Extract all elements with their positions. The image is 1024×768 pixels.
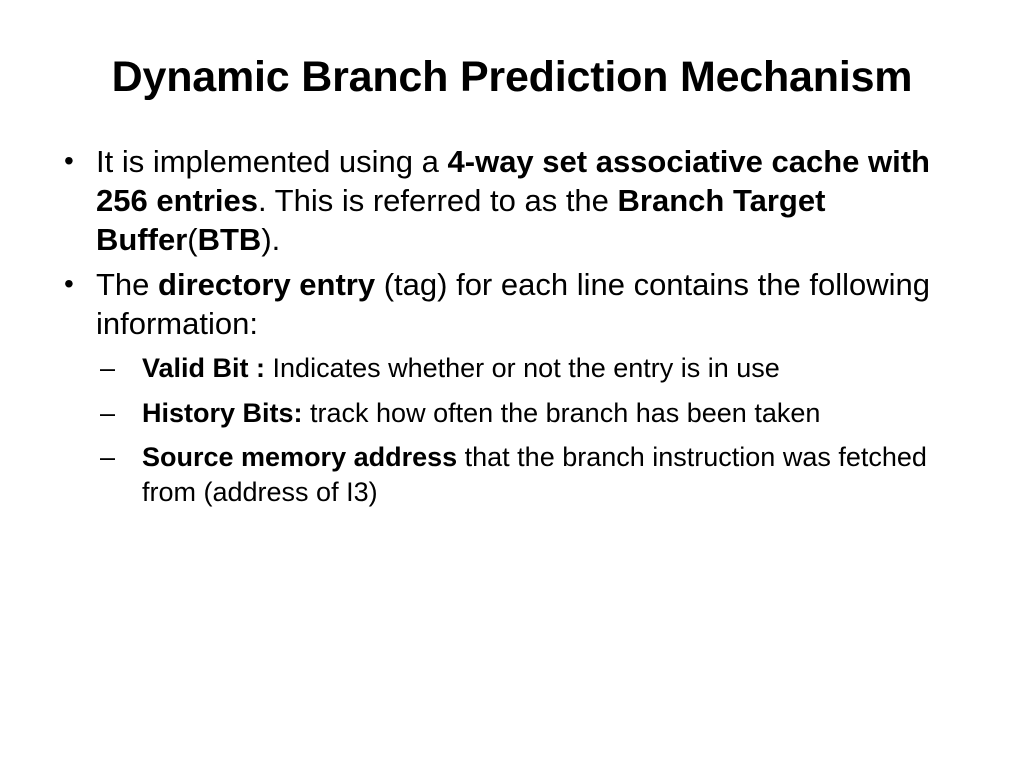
text-run: Branch Target Buffer — [96, 183, 826, 258]
text-run: Indicates whether or not the entry is in use — [265, 353, 780, 384]
list-item-text — [142, 398, 820, 428]
text-run: track how often the branch has been taken — [302, 397, 821, 428]
list-item-text — [142, 442, 927, 507]
text-run: It is implemented using a — [96, 144, 448, 179]
text-run: BTB — [197, 222, 262, 258]
sub-bullet-list — [96, 351, 980, 509]
list-item-text — [142, 353, 780, 383]
text-run: directory entry — [158, 267, 376, 303]
list-item — [96, 351, 980, 386]
dash-marker-icon: – — [100, 353, 116, 384]
list-item-text — [96, 267, 930, 341]
text-run: History Bits: — [142, 397, 303, 428]
list-item-text — [96, 144, 930, 257]
text-run: 4-way set associative cache with 256 entries — [96, 144, 930, 219]
text-run: Source memory address — [142, 442, 458, 473]
text-run: The — [96, 267, 159, 303]
text-run: ( — [187, 222, 198, 258]
text-run: . This is referred to as the — [258, 183, 618, 219]
text-run: Valid Bit : — [142, 353, 266, 384]
text-run: that the branch instruction was fetched from (address of I3) — [142, 442, 927, 507]
slide-body — [50, 142, 980, 519]
list-item — [96, 440, 980, 509]
list-item — [50, 265, 980, 509]
bullet-marker-icon: • — [64, 268, 74, 300]
text-run: (tag) for each line contains the following information: — [96, 267, 930, 342]
text-run: ). — [261, 222, 281, 258]
list-item — [50, 142, 980, 259]
dash-marker-icon: – — [100, 442, 116, 473]
bullet-list — [50, 142, 980, 509]
list-item — [96, 396, 980, 431]
dash-marker-icon: – — [100, 397, 116, 428]
page-title: Dynamic Branch Prediction Mechanism — [111, 53, 913, 101]
bullet-marker-icon: • — [64, 145, 74, 176]
